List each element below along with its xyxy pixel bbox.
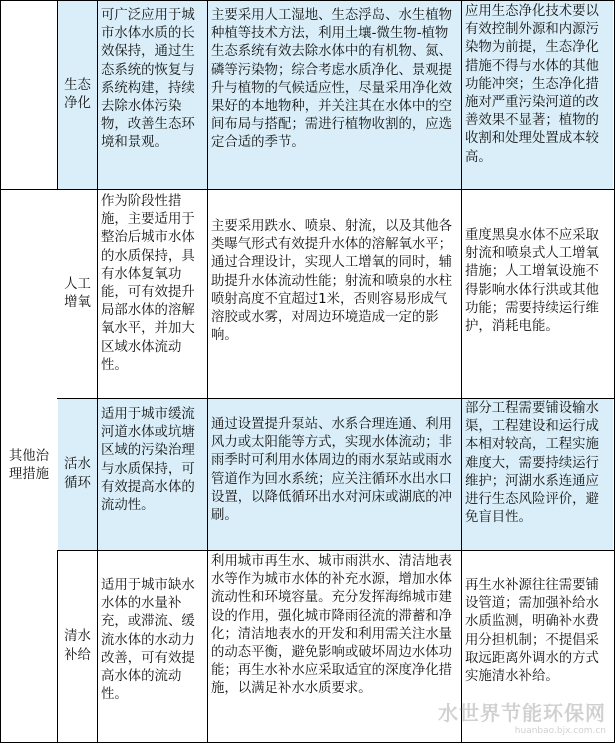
row-note-replenish: 再生水补源往往需要铺设管道；需加强补给水水质监测，明确补水费用分担机制；不提倡采取远距离外调水的方式实施清水补给。 xyxy=(465,578,599,685)
divider xyxy=(57,398,614,399)
row-name-ecology: 生态净化 xyxy=(64,77,91,111)
row-note-circulation: 部分工程需要铺设输水渠，工程建设和运行成本相对较高，工程实施难度大，需要持续运行维护；河湖水系连通应进行生态风险评价，避免盲目性。 xyxy=(465,401,599,526)
row-tech-aeration: 主要采用跌水、喷泉、射流，以及其他各类曝气形式有效提升水体的溶解氧水平；通过合理设计，实现人工增氧的同时，辅助提升水体流动性能；射流和喷泉的水柱喷射高度不宜超过1米，否则容易形成气溶胶或水雾，对周边环境造成一定的影响。 xyxy=(211,219,453,344)
row-tech-circulation: 通过设置提升泵站、水系合理连通、利用风力或太阳能等方式，实现水体流动；非雨季时可利用水体周边的雨水泵站或雨水管道作为回水系统；应关注循环水出水口设置，以降低循环出水对河床或湖底的冲刷。 xyxy=(211,417,453,524)
row-tech-ecology: 主要采用人工湿地、生态浮岛、水生植物种植等技术方法，利用土壤-微生物-植物生态系统有效去除水体中的有机物、氮、磷等污染物；综合考虑水质净化、景观提升与植物的气候适应性，尽量采用净化效果好的本地物种，并关注其在水体中的空间布局与搭配；需进行植物收割的，应选定合适的季节。 xyxy=(211,8,453,151)
row-scope-replenish: 适用于城市缺水水体的水量补充，或滞流、缓流水体的水动力改善，可有效提高水体的流动性。 xyxy=(101,578,195,703)
row-tech-replenish: 利用城市再生水、城市雨洪水、清洁地表水等作为城市水体的补充水源，增加水体流动性和环境容量。充分发挥海绵城市建设的作用，强化城市降雨径流的滞蓄和净化；清洁地表水的开发和利用需关注水量的动态平衡，避免影响或破坏周边水体功能；再生水补水应采取适宜的深度净化措施，以满足补水水质要求。 xyxy=(211,554,453,697)
row-scope-circulation: 适用于城市缓流河道水体或坑塘区域的污染治理与水质保持，可有效提高水体的流动性。 xyxy=(101,407,195,514)
divider xyxy=(57,550,614,551)
row-scope-ecology: 可广泛应用于城市水体水质的长效保持，通过生态系统的恢复与系统构建，持续去除水体污染物，改善生态环境和景观。 xyxy=(101,8,195,151)
row-name-aeration: 人工增氧 xyxy=(64,276,91,310)
watermark: 水世界节能环保网 huanbao.bjx.com.cn xyxy=(438,701,606,736)
row-note-ecology: 应用生态净化技术要以有效控制外源和内源污染物为前提，生态净化措施不得与水体的其他功能冲突；生态净化措施对严重污染河道的改善效果不显著；植物的收割和处理处置成本较高。 xyxy=(465,4,599,165)
category-label: 其他治理措施 xyxy=(8,448,50,482)
row-name-replenish: 清水补给 xyxy=(64,629,91,663)
row-note-aeration: 重度黑臭水体不应采取射流和喷泉式人工增氧措施；人工增氧设施不得影响水体行洪或其他功能；需要持续运行维护，消耗电能。 xyxy=(465,228,599,335)
row-name-circulation: 活水循环 xyxy=(64,457,91,491)
row-scope-aeration: 作为阶段性措施，主要适用于整治后城市水体的水质保持，具有水体复氧功能，可有效提升局部水体的溶解氧水平，并加大区域水体流动性。 xyxy=(101,194,195,373)
